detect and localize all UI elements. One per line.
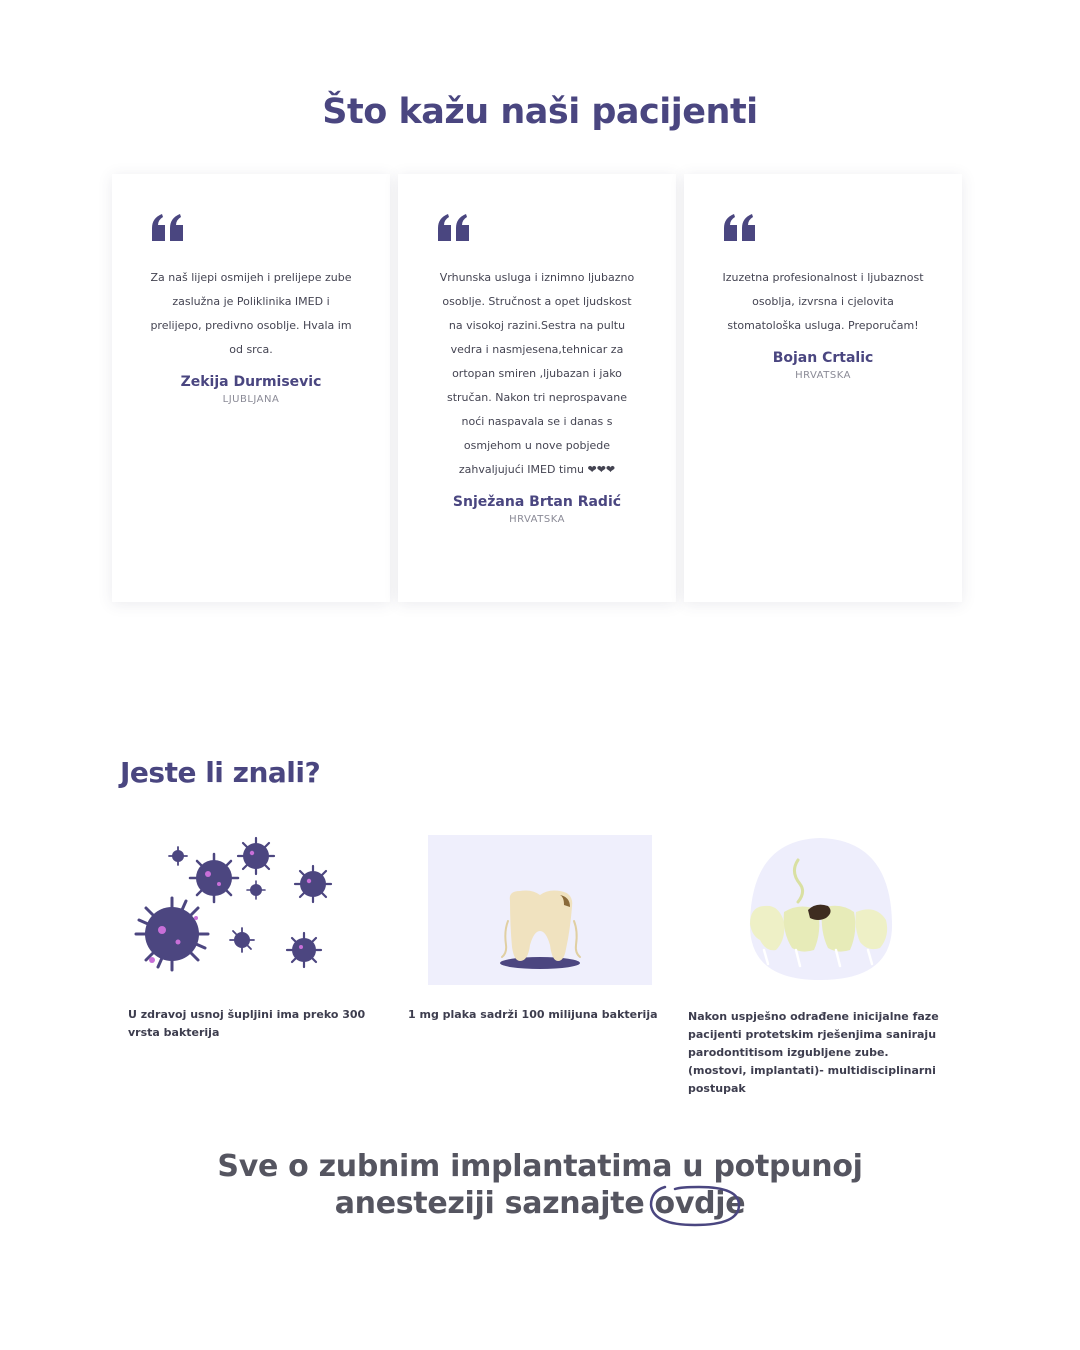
bacteria-icon [128,832,344,980]
cta-line-1: Sve o zubnim implantatima u potpunoj [217,1149,863,1184]
cta-link-label: ovdje [654,1186,746,1221]
quote-icon [152,214,354,256]
cta-line-2: anesteziji saznajte [334,1186,645,1221]
quote-icon [724,214,926,256]
fact-text: U zdravoj usnoj šupljini ima preko 300 vrsta bakterija [128,1008,366,1039]
testimonial-card [398,174,676,602]
testimonial-text: Vrhunska usluga i iznimno ljubazno osoblje. Stručnost a opet ljudskost na visokoj razini.Sestra na pultu vedra i nasmjesena,tehnicar za ortopan smiren ,ljubazan i jako stručan. Nakon tri neprospavane noći naspavala se i danas s osmjehom u nove pobjede zahvaljujući IMED timu ❤❤❤ [439,271,635,476]
quote-icon [438,214,640,256]
testimonial-author: Zekija Durmisevic [180,374,322,390]
testimonial-location: HRVATSKA [509,514,565,525]
damaged-teeth-icon [740,832,900,992]
facts-title: Jeste li znali? [120,756,321,789]
testimonials-title: Što kažu naši pacijenti [322,92,758,132]
cta-line-2-wrap [0,1185,1080,1222]
testimonials-list [112,174,968,604]
testimonial-location: LJUBLJANA [222,394,280,405]
tooth-icon [428,835,652,985]
testimonial-card [112,174,390,602]
testimonial-text: Za naš lijepi osmijeh i prelijepe zube zaslužna je Poliklinika IMED i prelijepo, predivno osoblje. Hvala im od srca. [150,271,352,356]
testimonial-author: Bojan Crtalic [772,350,874,366]
testimonial-text: Izuzetna profesionalnost i ljubaznost osoblja, izvrsna i cjelovita stomatološka usluga. Preporučam! [722,271,924,332]
fact-text: 1 mg plaka sadrži 100 milijuna bakterija [408,1008,658,1021]
implant-cta [0,1148,1080,1222]
testimonial-author: Snježana Brtan Radić [452,494,622,510]
testimonial-card [684,174,962,602]
cta-link-ovdje[interactable] [655,1185,746,1222]
fact-text: Nakon uspješno odrađene inicijalne faze pacijenti protetskim rješenjima saniraju parodontitisom izgubljene zube. (mostovi, implantati)- multidisciplinarni postupak [688,1010,939,1095]
testimonial-location: HRVATSKA [795,370,851,381]
